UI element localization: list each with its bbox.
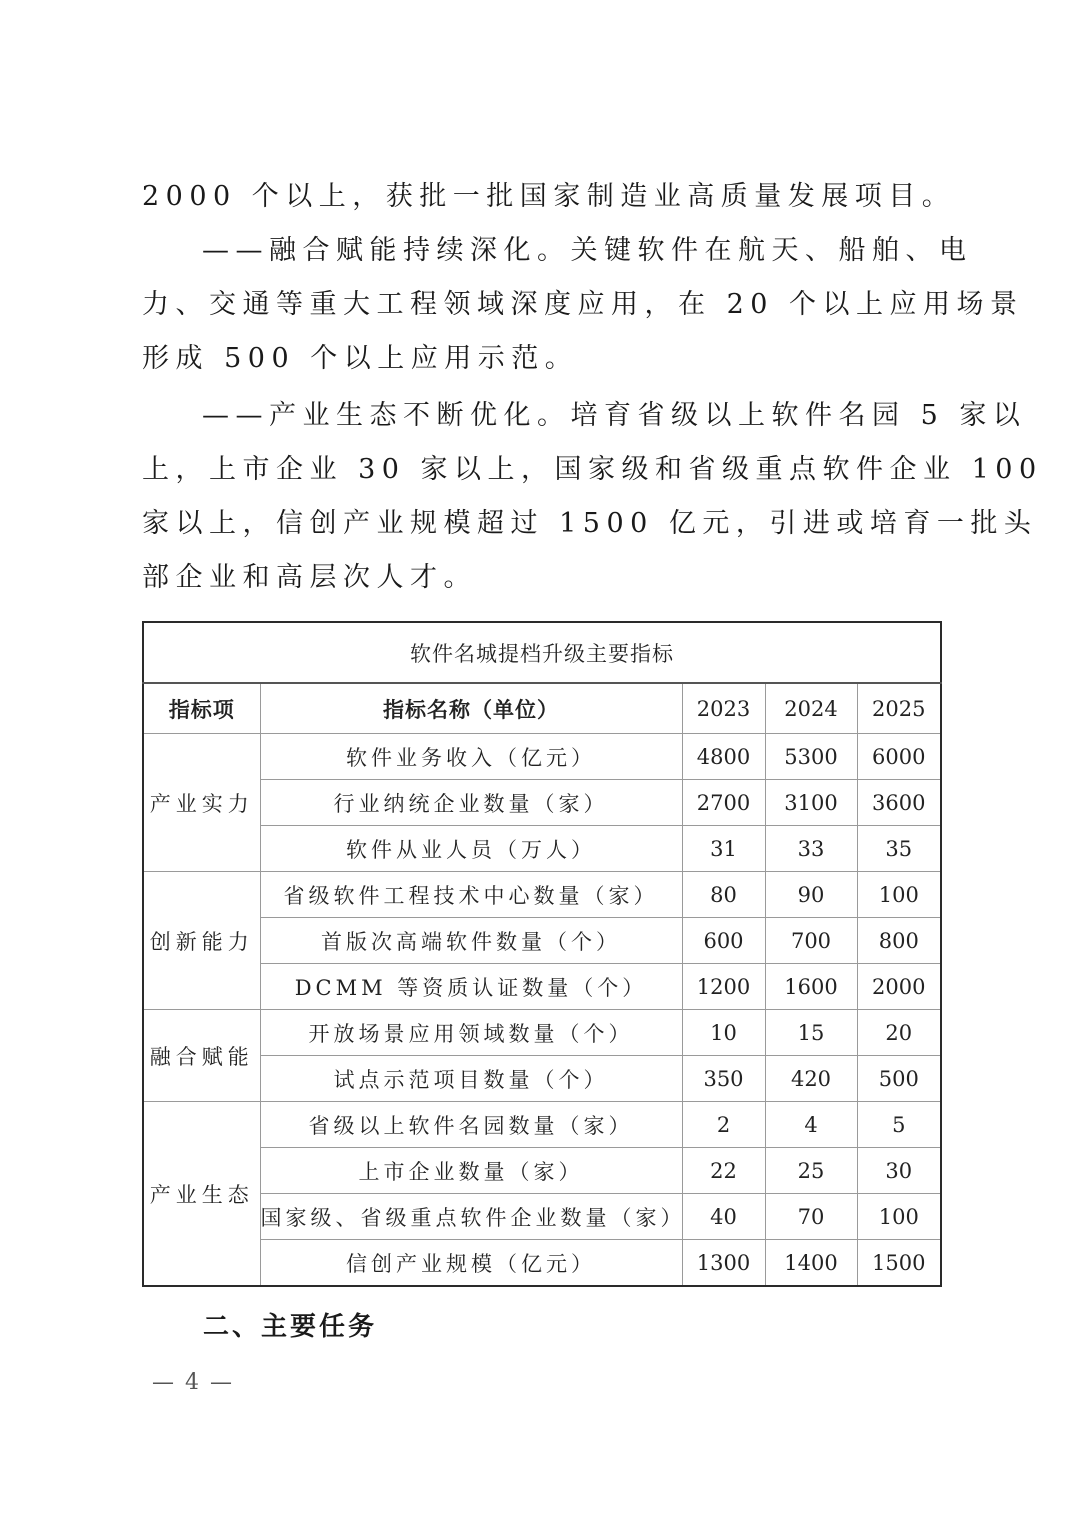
indicators-table bbox=[142, 621, 942, 1287]
value-cell: 1400 bbox=[765, 1240, 857, 1287]
category-cell: 融合赋能 bbox=[143, 1010, 260, 1102]
value-cell: 500 bbox=[857, 1056, 941, 1102]
category-cell: 产业实力 bbox=[143, 734, 260, 872]
value-cell: 15 bbox=[765, 1010, 857, 1056]
header-category: 指标项 bbox=[143, 683, 260, 734]
indicator-name-cell: 试点示范项目数量（个） bbox=[260, 1056, 682, 1102]
table-row bbox=[143, 1102, 941, 1148]
indicator-name-cell: 开放场景应用领域数量（个） bbox=[260, 1010, 682, 1056]
page-number: — 4 — bbox=[152, 1370, 234, 1395]
value-cell: 33 bbox=[765, 826, 857, 872]
value-cell: 2 bbox=[682, 1102, 765, 1148]
table-row bbox=[143, 1056, 941, 1102]
value-cell: 6000 bbox=[857, 734, 941, 780]
paragraph-line: 2000 个以上，获批一批国家制造业高质量发展项目。 bbox=[142, 181, 956, 212]
paragraph-integration-empowerment bbox=[142, 224, 1024, 386]
value-cell: 1500 bbox=[857, 1240, 941, 1287]
value-cell: 600 bbox=[682, 918, 765, 964]
value-cell: 3600 bbox=[857, 780, 941, 826]
value-cell: 100 bbox=[857, 872, 941, 918]
value-cell: 31 bbox=[682, 826, 765, 872]
table-title-row bbox=[143, 622, 941, 683]
header-indicator-name: 指标名称（单位） bbox=[260, 683, 682, 734]
value-cell: 70 bbox=[765, 1194, 857, 1240]
indicator-name-cell: 信创产业规模（亿元） bbox=[260, 1240, 682, 1287]
value-cell: 5300 bbox=[765, 734, 857, 780]
value-cell: 25 bbox=[765, 1148, 857, 1194]
indicator-name-cell: 省级软件工程技术中心数量（家） bbox=[260, 872, 682, 918]
header-year: 2025 bbox=[857, 683, 941, 734]
value-cell: 1600 bbox=[765, 964, 857, 1010]
value-cell: 3100 bbox=[765, 780, 857, 826]
table-row bbox=[143, 1240, 941, 1287]
indicator-name-cell: 行业纳统企业数量（家） bbox=[260, 780, 682, 826]
section-heading: 二、主要任务 bbox=[203, 1312, 378, 1342]
table-header-row bbox=[143, 683, 941, 734]
table-row bbox=[143, 1010, 941, 1056]
value-cell: 10 bbox=[682, 1010, 765, 1056]
indicator-name-cell: 省级以上软件名园数量（家） bbox=[260, 1102, 682, 1148]
indicator-name-cell: 软件从业人员（万人） bbox=[260, 826, 682, 872]
header-year: 2024 bbox=[765, 683, 857, 734]
table-row bbox=[143, 826, 941, 872]
value-cell: 80 bbox=[682, 872, 765, 918]
value-cell: 2000 bbox=[857, 964, 941, 1010]
table-body bbox=[143, 734, 941, 1287]
value-cell: 1200 bbox=[682, 964, 765, 1010]
indicator-name-cell: DCMM 等资质认证数量（个） bbox=[260, 964, 682, 1010]
header-year: 2023 bbox=[682, 683, 765, 734]
value-cell: 5 bbox=[857, 1102, 941, 1148]
category-cell: 创新能力 bbox=[143, 872, 260, 1010]
value-cell: 800 bbox=[857, 918, 941, 964]
paragraph-line: 家以上，信创产业规模超过 1500 亿元，引进或培育一批头 bbox=[142, 508, 1038, 539]
paragraph-line: 力、交通等重大工程领域深度应用，在 20 个以上应用场景 bbox=[142, 289, 1024, 320]
value-cell: 4800 bbox=[682, 734, 765, 780]
category-cell: 产业生态 bbox=[143, 1102, 260, 1287]
value-cell: 700 bbox=[765, 918, 857, 964]
table-row bbox=[143, 780, 941, 826]
value-cell: 90 bbox=[765, 872, 857, 918]
value-cell: 420 bbox=[765, 1056, 857, 1102]
table-row bbox=[143, 964, 941, 1010]
value-cell: 30 bbox=[857, 1148, 941, 1194]
table-title: 软件名城提档升级主要指标 bbox=[143, 622, 941, 683]
paragraph-line: ——融合赋能持续深化。关键软件在航天、船舶、电 bbox=[202, 235, 973, 266]
indicator-name-cell: 软件业务收入（亿元） bbox=[260, 734, 682, 780]
indicator-name-cell: 国家级、省级重点软件企业数量（家） bbox=[260, 1194, 682, 1240]
value-cell: 1300 bbox=[682, 1240, 765, 1287]
value-cell: 100 bbox=[857, 1194, 941, 1240]
value-cell: 22 bbox=[682, 1148, 765, 1194]
indicator-name-cell: 首版次高端软件数量（个） bbox=[260, 918, 682, 964]
table-row bbox=[143, 918, 941, 964]
table-row bbox=[143, 1194, 941, 1240]
value-cell: 20 bbox=[857, 1010, 941, 1056]
table-row bbox=[143, 734, 941, 780]
paragraph-line: 上，上市企业 30 家以上，国家级和省级重点软件企业 100 bbox=[142, 454, 1043, 485]
value-cell: 40 bbox=[682, 1194, 765, 1240]
paragraph-industry-ecosystem bbox=[142, 389, 1043, 605]
value-cell: 2700 bbox=[682, 780, 765, 826]
paragraph-line: 形成 500 个以上应用示范。 bbox=[142, 343, 579, 374]
value-cell: 35 bbox=[857, 826, 941, 872]
table-row bbox=[143, 1148, 941, 1194]
paragraph-line: 部企业和高层次人才。 bbox=[142, 562, 477, 593]
paragraph-project-approval bbox=[142, 170, 956, 224]
indicator-name-cell: 上市企业数量（家） bbox=[260, 1148, 682, 1194]
paragraph-line: ——产业生态不断优化。培育省级以上软件名园 5 家以 bbox=[202, 400, 1027, 431]
value-cell: 350 bbox=[682, 1056, 765, 1102]
value-cell: 4 bbox=[765, 1102, 857, 1148]
table-row bbox=[143, 872, 941, 918]
